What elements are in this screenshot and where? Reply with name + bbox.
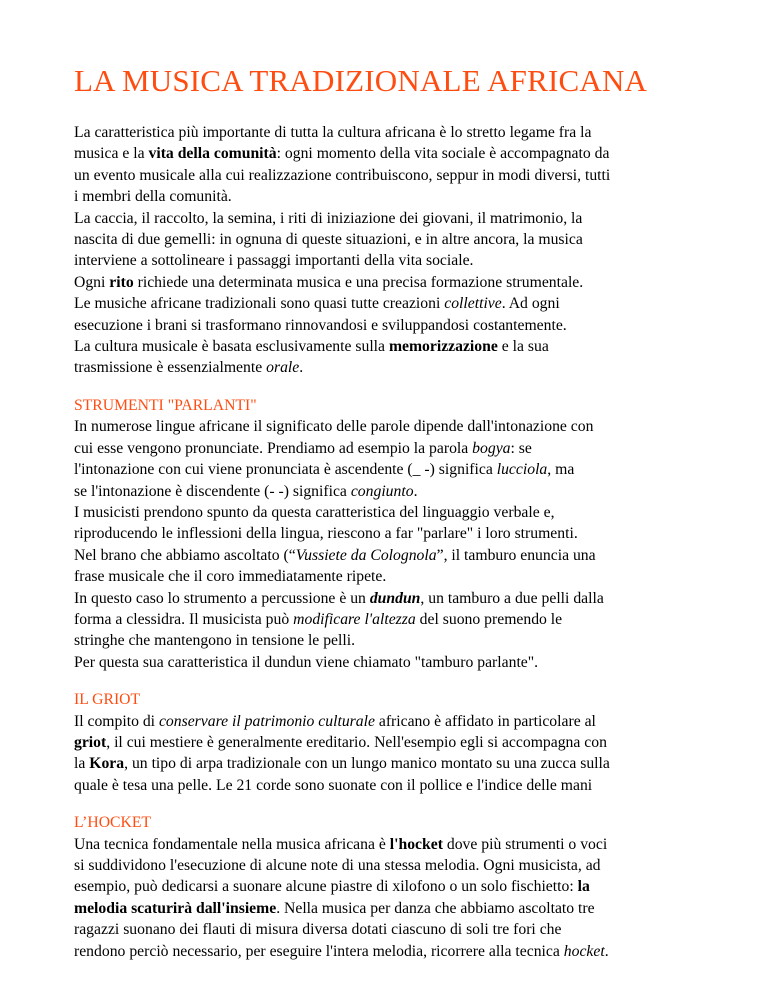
strumenti-paragraph [74,416,698,673]
text-line: interviene a sottolineare i passaggi importanti della vita sociale. [74,252,474,270]
text-line: In numerose lingue africane il significato delle parole dipende dall'intonazione con [74,418,594,436]
emphasis-memorizzazione: memorizzazione [388,338,498,356]
emphasis-vussiete-da-colognola: Vussiete da Colognola [295,546,437,564]
text-line: frase musicale che il coro immediatamente ripete. [74,568,387,586]
text-line: la Kora, un tipo di arpa tradizionale con un lungo manico montato su una zucca sulla [74,755,610,773]
section-title-hocket: L’HOCKET [74,814,151,832]
hocket-paragraph [74,834,698,962]
text-line: se l'intonazione è discendente (- -) significa congiunto. [74,482,418,500]
text-line: La cultura musicale è basata esclusivamente sulla memorizzazione e la sua [74,338,549,356]
text-line: La caratteristica più importante di tutta la cultura africana è lo stretto legame fra la [74,124,592,141]
text-line: stringhe che mantengono in tensione le pelli. [74,632,355,650]
text-line: Per questa sua caratteristica il dundun viene chiamato "tamburo parlante". [74,653,539,671]
text-line: nascita di due gemelli: in ognuna di queste situazioni, e in altre ancora, la musica [74,231,583,249]
intro-paragraph [74,122,698,379]
text-line: si suddividono l'esecuzione di alcune note di una stessa melodia. Ogni musicista, ad [74,857,601,874]
griot-paragraph [74,711,698,797]
text-line: La caccia, il raccolto, la semina, i riti di iniziazione dei giovani, il matrimonio, la [74,209,583,227]
text-line: trasmissione è essenzialmente orale. [74,359,304,377]
text-line: quale è tesa una pelle. Le 21 corde sono suonate con il pollice e l'indice delle mani [74,776,593,794]
emphasis-modificare-altezza: modificare l'altezza [293,610,416,628]
text-line: I musicisti prendono spunto da questa caratteristica del linguaggio verbale e, [74,503,555,521]
text-line: Ogni rito richiede una determinata musica e una precisa formazione strumentale. [74,273,584,291]
section-title-griot: IL GRIOT [74,691,141,709]
text-line: esecuzione i brani si trasformano rinnovandosi e sviluppandosi costantemente. [74,316,567,334]
text-line: i membri della comunità. [74,188,232,206]
page-title: LA MUSICA TRADIZIONALE AFRICANA [74,63,648,98]
text-line: cui esse vengono pronunciate. Prendiamo ad esempio la parola bogya: se [74,439,532,457]
emphasis-griot: griot [74,733,107,751]
text-line: musica e la vita della comunità: ogni momento della vita sociale è accompagnato da [74,145,610,163]
text-line: griot, il cui mestiere è generalmente ereditario. Nell'esempio egli si accompagna con [74,733,607,751]
text-line: un evento musicale alla cui realizzazione contribuiscono, seppur in modi diversi, tutti [74,166,611,184]
text-line: rendono perciò necessario, per eseguire l'intera melodia, ricorrere alla tecnica hocket. [74,942,609,960]
text-line: esempio, può dedicarsi a suonare alcune piastre di xilofono o un solo fischietto: la [74,878,590,896]
text-line: Il compito di conservare il patrimonio culturale africano è affidato in particolare al [74,712,596,730]
section-title-strumenti: STRUMENTI "PARLANTI" [74,396,257,414]
text-line: melodia scaturirà dall'insieme. Nella musica per danza che abbiamo ascoltato tre [74,899,595,917]
text-line: forma a clessidra. Il musicista può modificare l'altezza del suono premendo le [74,610,563,628]
emphasis-conservare-patrimonio: conservare il patrimonio culturale [158,712,375,730]
emphasis-melodia-scaturira: melodia scaturirà dall'insieme [74,899,277,917]
text-line: Le musiche africane tradizionali sono quasi tutte creazioni collettive. Ad ogni [74,295,560,313]
emphasis-kora: Kora [89,755,125,773]
emphasis-congiunto: congiunto [350,482,414,500]
emphasis-lucciola: lucciola [496,461,548,479]
text-line: riproducendo le inflessioni della lingua, riescono a far "parlare" i loro strumenti. [74,525,578,543]
emphasis-hocket: l'hocket [389,835,443,853]
text-line: l'intonazione con cui viene pronunciata è ascendente (_ -) significa lucciola, ma [74,461,575,479]
emphasis-collettive: collettive [444,295,502,313]
emphasis-vita-della-comunita: vita della comunità [148,145,277,163]
emphasis-hocket-technique: hocket [563,942,605,960]
text-line: Nel brano che abbiamo ascoltato (“Vussiete da Colognola”, il tamburo enuncia una [74,546,596,564]
emphasis-la: la [577,878,590,896]
text-line: Una tecnica fondamentale nella musica africana è l'hocket dove più strumenti o voci [74,835,608,853]
emphasis-orale: orale [266,359,300,377]
emphasis-bogya: bogya [472,439,511,457]
text-line: ragazzi suonano dei flauti di misura diversa dotati ciascuno di soli tre fori che [74,921,562,939]
text-line: In questo caso lo strumento a percussione è un dundun, un tamburo a due pelli dalla [74,589,604,607]
emphasis-rito: rito [109,273,134,291]
emphasis-dundun: dundun [369,589,421,607]
